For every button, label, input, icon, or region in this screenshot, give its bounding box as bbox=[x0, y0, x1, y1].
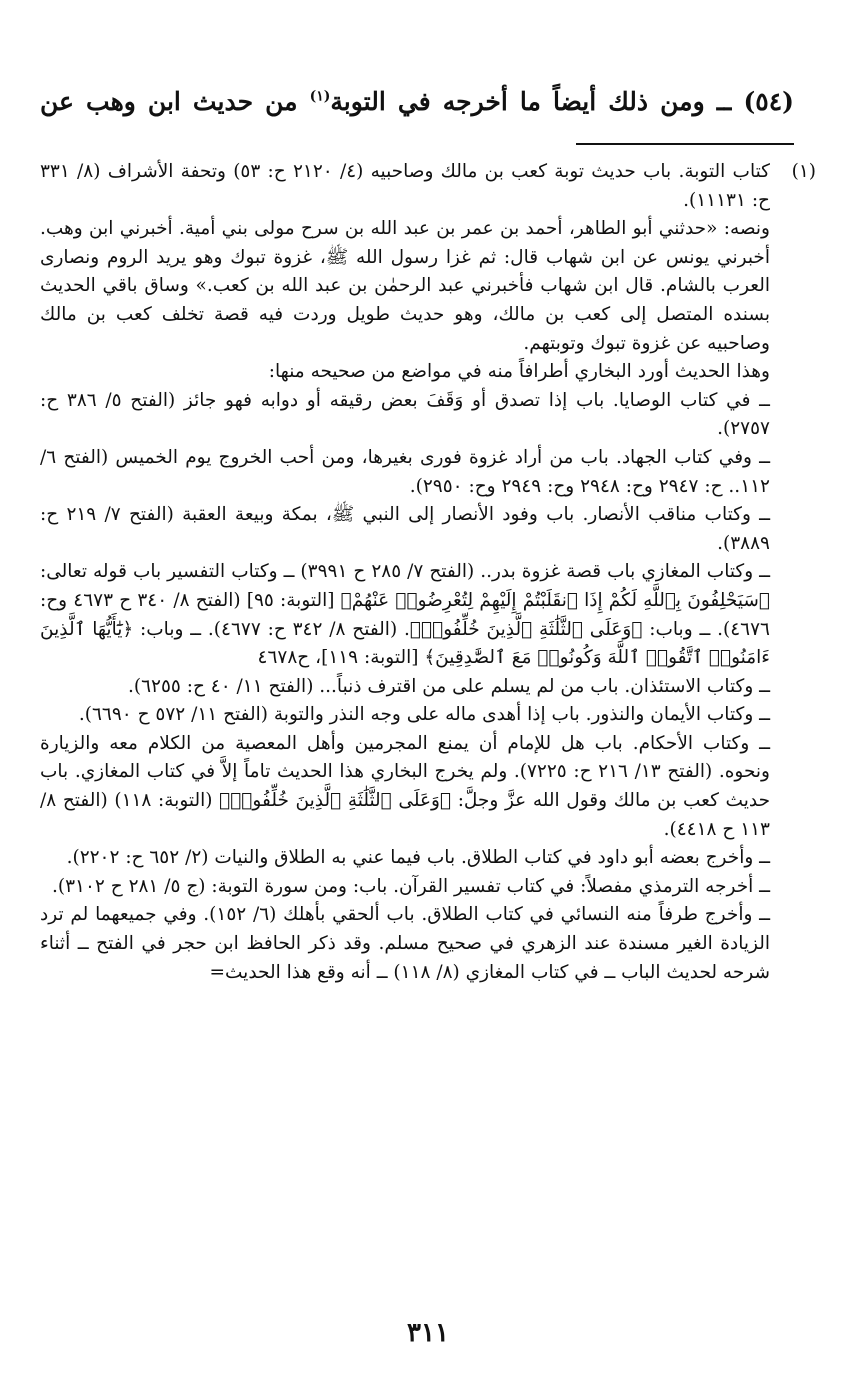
footnotes-section bbox=[40, 158, 816, 987]
citation-item: ــ أخرجه الترمذي مفصلاً: في كتاب تفسير القرآن. باب: ومن سورة التوبة: (ج ٥/ ٢٨١ ح ٣١٠٢). bbox=[52, 875, 770, 897]
bukhari-intro: وهذا الحديث أورد البخاري أطرافاً منه في مواضع من صحيحه منها: bbox=[268, 361, 770, 383]
footnote-1 bbox=[40, 158, 816, 987]
citation-item: ــ وأخرج بعضه أبو داود في كتاب الطلاق. باب فيما عني به الطلاق والنيات (٢/ ٦٥٢ ح: ٢٢٠٢). bbox=[66, 847, 770, 869]
citation-item: ــ وكتاب الأحكام. باب هل للإمام أن يمنع المجرمين وأهل المعصية من الكلام معه والزيارة ونحوه. (الفتح ١٣/ ٢١٦ ح: ٧٢٢٥). ولم يخرج البخاري هذا الحديث تاماً إلاَّ في كتاب المغازي. باب حديث كعب بن مالك وقول الله عزَّ وجلَّ: ﴿وَعَلَى ٱلثَّلَٰثَةِ ٱلَّذِينَ خُلِّفُوا۟﴾ (التوبة: ١١٨) (الفتح ٨/ ١١٣ ح ٤٤١٨). bbox=[40, 732, 771, 840]
citation-item: ــ وكتاب المغازي باب قصة غزوة بدر.. (الفتح ٧/ ٢٨٥ ح ٣٩٩١) ــ وكتاب التفسير باب قوله تعالى: ﴿سَيَحْلِفُونَ بِٱللَّهِ لَكُمْ إِذَا ٱنقَلَبْتُمْ إِلَيْهِمْ لِتُعْرِضُوا۟ عَنْهُمْ﴾ [التوبة: ٩٥] (الفتح ٨/ ٣٤٠ ح ٤٦٧٣ وح: ٤٦٧٦). ــ وباب: ﴿وَعَلَى ٱلثَّلَٰثَةِ ٱلَّذِينَ خُلِّفُوا۟﴾. (الفتح ٨/ ٣٤٢ ح: ٤٦٧٧). ــ وباب: ﴿يَٰٓأَيُّهَا ٱلَّذِينَ ءَامَنُوا۟ ٱتَّقُوا۟ ٱللَّهَ وَكُونُوا۟ مَعَ ٱلصَّٰدِقِينَ﴾ [التوبة: ١١٩]، ح٤٦٧٨ bbox=[40, 561, 771, 669]
citation-item: ــ وكتاب مناقب الأنصار. باب وفود الأنصار إلى النبي ﷺ، بمكة وبيعة العقبة (الفتح ٧/ ٢١٩ ح: ٣٨٨٩). bbox=[40, 504, 770, 554]
citation-item: ــ في كتاب الوصايا. باب إذا تصدق أو وَقَفَ بعض رقيقه أو دوابه فهو جائز (الفتح ٥/ ٣٨٦ ح: ٢٧٥٧). bbox=[40, 389, 770, 440]
footnote-reference: (١) bbox=[309, 88, 331, 105]
main-text-start: (٥٤) ــ ومن ذلك أيضاً ما أخرجه في التوبة bbox=[330, 87, 794, 116]
citation-item: ــ وأخرج طرفاً منه النسائي في كتاب الطلاق. باب ألحقي بأهلك (٦/ ١٥٢). وفي جميعهما لم ترد الزيادة الغير مسندة عند الزهري في صحيح مسلم. وقد ذكر الحافظ ابن حجر في الفتح ــ أثناء شرحه لحديث الباب ــ في كتاب المغازي (٨/ ١١٨) ــ أنه وقع هذا الحديث= bbox=[40, 904, 770, 983]
main-text-line bbox=[40, 80, 794, 124]
citation-item: ــ وكتاب الاستئذان. باب من لم يسلم على من اقترف ذنباً... (الفتح ١١/ ٤٠ ح: ٦٢٥٥). bbox=[127, 675, 770, 697]
footnote-number: (١) bbox=[791, 161, 816, 182]
footnote-intro: كتاب التوبة. باب حديث توبة كعب بن مالك وصاحبيه (٤/ ٢١٢٠ ح: ٥٣) وتحفة الأشراف (٨/ ٣٣١ ح: ١١١٣١). bbox=[40, 161, 770, 211]
main-text-end: من حديث ابن وهب عن bbox=[40, 87, 310, 116]
citation-item: ــ وفي كتاب الجهاد. باب من أراد غزوة فورى بغيرها، ومن أحب الخروج يوم الخميس (الفتح ٦/ ١١٢.. ح: ٢٩٤٧ وح: ٢٩٤٨ وح: ٢٩٤٩ وح: ٢٩٥٠). bbox=[40, 446, 770, 497]
citation-item: ــ وكتاب الأيمان والنذور. باب إذا أهدى ماله على وجه النذر والتوبة (الفتح ١١/ ٥٧٢ ح ٦٦٩٠). bbox=[78, 704, 770, 726]
hadith-text-paragraph: ونصه: «حدثني أبو الطاهر، أحمد بن عمر بن عبد الله بن سرح مولى بني أمية. أخبرني ابن وهب. أخبرني يونس عن ابن شهاب قال: ثم غزا رسول الله ﷺ، غزوة تبوك وهو يريد الروم ونصارى العرب بالشام. قال ابن شهاب فأخبرني عبد الرحمٰن بن عبد الله بن كعب.» وساق باقي الحديث بسنده المتصل إلى كعب بن مالك، وهو حديث طويل وردت فيه قصة تخلف كعب بن مالك وصاحبيه عن غزوة تبوك وتوبتهم. bbox=[40, 218, 770, 354]
footnote-body bbox=[40, 158, 770, 987]
page-number: ٣١١ bbox=[407, 1318, 449, 1348]
footnote-divider bbox=[576, 143, 794, 145]
